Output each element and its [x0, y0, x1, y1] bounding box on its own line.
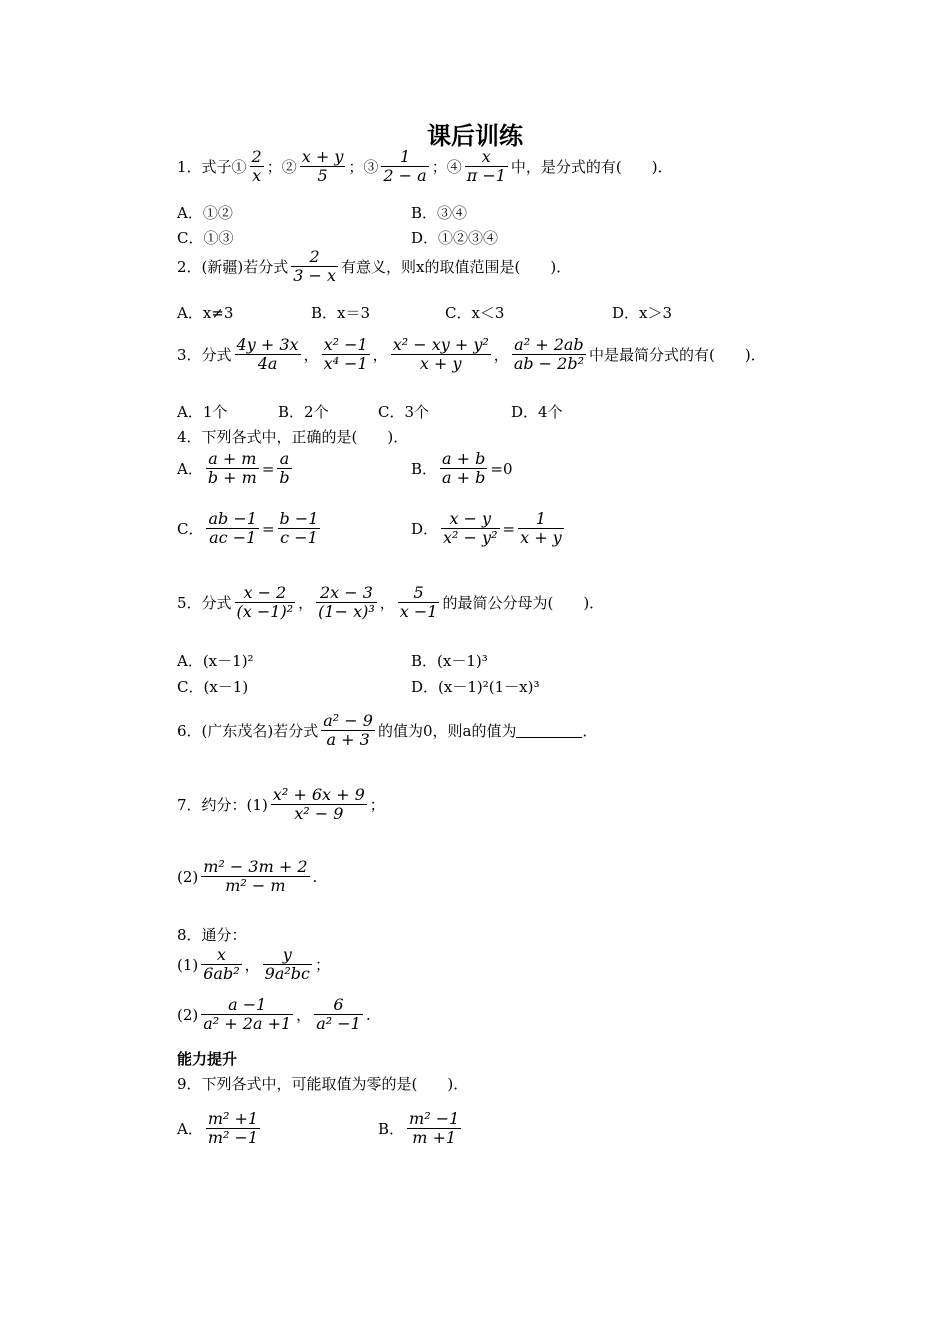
q1-option-b[interactable]: B．③④ [411, 204, 468, 222]
question-7-part-2: (2) $\frac{\text{m² − 3m + 2}}{\text{m² − m}}$ . [177, 857, 318, 896]
q4-c-right-fraction: $\frac{b -1}{c -1}$ [279, 509, 319, 548]
q5-suffix: 的最简公分母为( )． [442, 594, 605, 613]
q5-option-d[interactable]: D．(x－1)²(1－x)³ [411, 678, 540, 696]
q1-fraction-4: $\frac{x}{\pi -1}$ [466, 147, 506, 186]
q6-fraction: $\frac{\text{a² − 9}}{a + 3}$ [323, 711, 373, 750]
q5-option-c[interactable]: C．(x－1) [177, 678, 249, 696]
q4-option-a[interactable]: A． $\frac{a + m}{b + m}$ = $\frac{a}{b}$ [177, 449, 290, 488]
q9-a-fraction: $\frac{\text{m² +1}}{\text{m² −1}}$ [207, 1109, 259, 1148]
q3-comma-3: ， [493, 346, 509, 365]
q1-fraction-3: $\frac{1}{2 - a}$ [383, 147, 427, 186]
section-heading: 能力提升 [177, 1050, 238, 1068]
q2-fraction: $\frac{2}{3 - x}$ [293, 247, 337, 286]
q1-sep-3: ；③ [348, 158, 379, 177]
q8-fraction-1b: $\frac{y}{\text{9a²bc}}$ [264, 945, 310, 984]
q5-option-b[interactable]: B．(x－1)³ [411, 652, 488, 670]
q9-b-fraction: $\frac{\text{m² −1}}{m +1}$ [409, 1109, 460, 1148]
q1-sep-2: ；② [266, 158, 297, 177]
q7-fraction-1: $\frac{\text{x² + 6x + 9}}{\text{x² − 9}}$ [272, 785, 365, 824]
q3-suffix: 中是最简分式的有( )． [589, 346, 766, 365]
question-2-stem [177, 248, 571, 286]
q8-fraction-2a: $\frac{a -1}{\text{a² + 2a +1}}$ [203, 995, 292, 1034]
q3-fraction-2: $\frac{\text{x² −1}}{\text{x⁴ −1}}$ [323, 335, 368, 374]
q1-option-c[interactable]: C．①③ [177, 229, 234, 247]
q6-answer-blank[interactable] [516, 723, 582, 738]
question-8-part-1: (1) $\frac{x}{\text{6ab²}}$ ， $\frac{y}{\text{9a²bc}}$ ； [177, 945, 330, 984]
q1-suffix: 中，是分式的有( )． [510, 158, 673, 177]
q6-suffix: 的值为0，则a的值为 [377, 722, 517, 741]
q1-fraction-1: $\frac{2}{x}$ [251, 147, 262, 186]
q3-fraction-3: $\frac{\text{x² − xy + y²}}{x + y}$ [392, 335, 489, 374]
q2-option-a[interactable]: A．x≠3 [177, 304, 234, 322]
q4-option-b[interactable]: B． $\frac{a + b}{a + b}$ =0 [411, 449, 513, 488]
question-9-stem: 9．下列各式中，可能取值为零的是( )． [177, 1075, 469, 1093]
q3-comma-2: ， [372, 346, 388, 365]
q7-fraction-2: $\frac{\text{m² − 3m + 2}}{\text{m² − m}}$ [203, 857, 308, 896]
q2-option-d[interactable]: D．x＞3 [612, 304, 673, 322]
question-3-stem [177, 336, 766, 374]
q8-fraction-2b: $\frac{6}{\text{a² −1}}$ [316, 995, 361, 1034]
q3-option-b[interactable]: B．2个 [278, 403, 329, 421]
q1-option-a[interactable]: A．①② [177, 204, 233, 222]
q1-sep-4: ；④ [431, 158, 462, 177]
q2-prefix: 2．(新疆)若分式 [177, 258, 289, 277]
q5-fraction-3: $\frac{5}{x -1}$ [399, 583, 438, 622]
q1-prefix: 1．式子① [177, 158, 247, 177]
q2-suffix: 有意义，则x的取值范围是( )． [341, 258, 572, 277]
q3-option-a[interactable]: A．1个 [177, 403, 228, 421]
q9-option-b[interactable]: B． $\frac{\text{m² −1}}{m +1}$ [378, 1109, 460, 1148]
question-6-stem: 6．(广东茂名)若分式 $\frac{\text{a² − 9}}{a + 3}$ 的值为0，则a的值为 ． [177, 711, 598, 750]
q3-prefix: 3．分式 [177, 346, 232, 365]
q8-fraction-1a: $\frac{x}{\text{6ab²}}$ [203, 945, 240, 984]
page-title: 课后训练 [427, 122, 523, 150]
q6-prefix: 6．(广东茂名)若分式 [177, 722, 319, 741]
question-8-stem: 8．通分： [177, 926, 247, 944]
q4-option-c[interactable]: C． $\frac{ab -1}{ac -1}$ = $\frac{b -1}{c -1}$ [177, 509, 319, 548]
q3-fraction-4: $\frac{\text{a² + 2ab}}{\text{ab − 2b²}}$ [513, 335, 585, 374]
q1-option-d[interactable]: D．①②③④ [411, 229, 499, 247]
q9-option-a[interactable]: A． $\frac{\text{m² +1}}{\text{m² −1}}$ [177, 1109, 259, 1148]
q4-c-left-fraction: $\frac{ab -1}{ac -1}$ [208, 509, 257, 548]
q4-b-fraction: $\frac{a + b}{a + b}$ [442, 449, 486, 488]
q5-prefix: 5．分式 [177, 594, 232, 613]
q4-a-left-fraction: $\frac{a + m}{b + m}$ [207, 449, 257, 488]
q5-fraction-2: $\frac{2x - 3}{\text{(1− x)³}}$ [318, 583, 375, 622]
question-1-stem [177, 148, 673, 186]
q2-option-c[interactable]: C．x＜3 [445, 304, 505, 322]
question-7-stem: 7．约分：(1) $\frac{\text{x² + 6x + 9}}{\text{x² − 9}}$ ； [177, 785, 385, 824]
question-4-stem: 4．下列各式中，正确的是( )． [177, 428, 409, 446]
q7-prefix: 7．约分：(1) [177, 796, 268, 815]
q4-a-right-fraction: $\frac{a}{b}$ [279, 449, 290, 488]
q4-d-left-fraction: $\frac{x - y}{\text{x² − y²}}$ [443, 509, 498, 548]
q5-fraction-1: $\frac{x - 2}{\text{(x −1)²}}$ [236, 583, 294, 622]
q3-option-d[interactable]: D．4个 [511, 403, 563, 421]
q3-fraction-1: $\frac{4y + 3x}{4a}$ [236, 335, 299, 374]
q4-d-right-fraction: $\frac{1}{x + y}$ [520, 509, 562, 548]
q2-option-b[interactable]: B．x＝3 [311, 304, 371, 322]
q5-option-a[interactable]: A．(x－1)² [177, 652, 254, 670]
q3-comma-1: ， [303, 346, 319, 365]
q3-option-c[interactable]: C．3个 [378, 403, 430, 421]
q4-option-d[interactable]: D． $\frac{x - y}{\text{x² − y²}}$ = $\frac{1}{x + y}$ [411, 509, 562, 548]
q1-fraction-2: $\frac{x + y}{5}$ [301, 147, 344, 186]
question-8-part-2: (2) $\frac{a -1}{\text{a² + 2a +1}}$ ， $\frac{6}{\text{a² −1}}$ . [177, 995, 371, 1034]
question-5-stem: 5．分式 $\frac{x - 2}{\text{(x −1)²}}$ ， $\frac{2x - 3}{\text{(1− x)³}}$ ， $\frac{5}{x -1}$ 的最简公分母为( )． [177, 583, 605, 622]
